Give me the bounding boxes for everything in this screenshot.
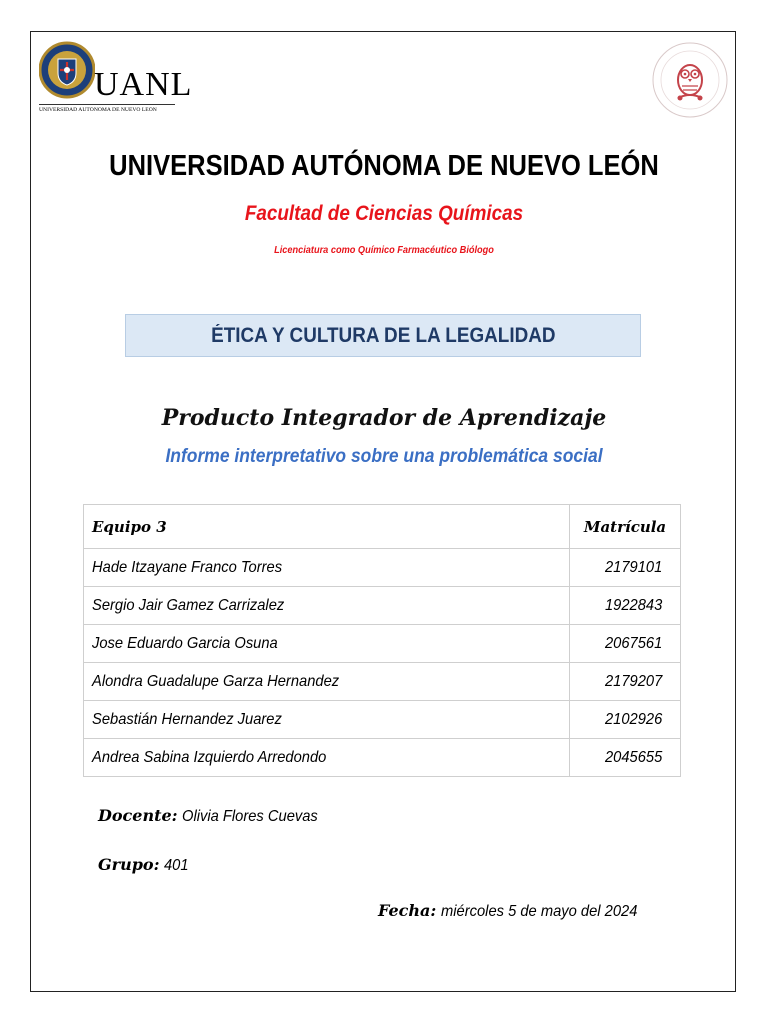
- member-name: Jose Eduardo Garcia Osuna: [84, 625, 570, 663]
- docente-line: [98, 806, 330, 826]
- docente-label: Docente:: [98, 806, 178, 825]
- course-title: ÉTICA Y CULTURA DE LA LEGALIDAD: [210, 323, 556, 347]
- product-title: Producto Integrador de Aprendizaje: [161, 405, 607, 431]
- university-title: UNIVERSIDAD AUTÓNOMA DE NUEVO LEÓN: [109, 150, 659, 182]
- team-table: [83, 504, 681, 777]
- fecha-label: Fecha:: [378, 901, 437, 920]
- grupo-value: 401: [163, 857, 189, 874]
- member-name: Alondra Guadalupe Garza Hernandez: [84, 663, 570, 701]
- degree-title: Licenciatura como Químico Farmacéutico Biólogo: [274, 245, 494, 256]
- course-title-box: [125, 314, 641, 357]
- member-id: 2067561: [570, 625, 681, 663]
- table-row: [84, 739, 681, 777]
- fcq-owl-seal-icon: [650, 40, 730, 120]
- team-name-header: Equipo 3: [84, 505, 570, 549]
- member-name: Hade Itzayane Franco Torres: [84, 549, 570, 587]
- member-id: 1922843: [570, 587, 681, 625]
- member-id: 2179101: [570, 549, 681, 587]
- table-row: [84, 587, 681, 625]
- matricula-header: Matrícula: [570, 505, 681, 549]
- fcq-seal-logo: [650, 40, 730, 120]
- table-row: [84, 701, 681, 739]
- grupo-line: [98, 855, 191, 875]
- fecha-value: miércoles 5 de mayo del 2024: [440, 903, 638, 920]
- team-table-header: [84, 505, 681, 549]
- table-row: [84, 663, 681, 701]
- member-name: Andrea Sabina Izquierdo Arredondo: [84, 739, 570, 777]
- uanl-logo-subline: UNIVERSIDAD AUTÓNOMA DE NUEVO LEÓN: [39, 107, 157, 113]
- member-name: Sergio Jair Gamez Carrizalez: [84, 587, 570, 625]
- member-id: 2045655: [570, 739, 681, 777]
- table-row: [84, 549, 681, 587]
- uanl-crest-icon: [39, 40, 95, 100]
- member-id: 2102926: [570, 701, 681, 739]
- docente-value: Olivia Flores Cuevas: [182, 808, 318, 825]
- grupo-label: Grupo:: [98, 855, 160, 874]
- uanl-wordmark: UANL: [94, 66, 193, 103]
- table-row: [84, 625, 681, 663]
- member-id: 2179207: [570, 663, 681, 701]
- faculty-title: Facultad de Ciencias Químicas: [244, 202, 524, 225]
- member-name: Sebastián Hernandez Juarez: [84, 701, 570, 739]
- uanl-logo: [37, 40, 193, 120]
- product-subtitle: Informe interpretativo sobre una problemática social: [165, 446, 603, 467]
- fecha-line: [378, 901, 654, 921]
- logo-divider: [39, 104, 175, 105]
